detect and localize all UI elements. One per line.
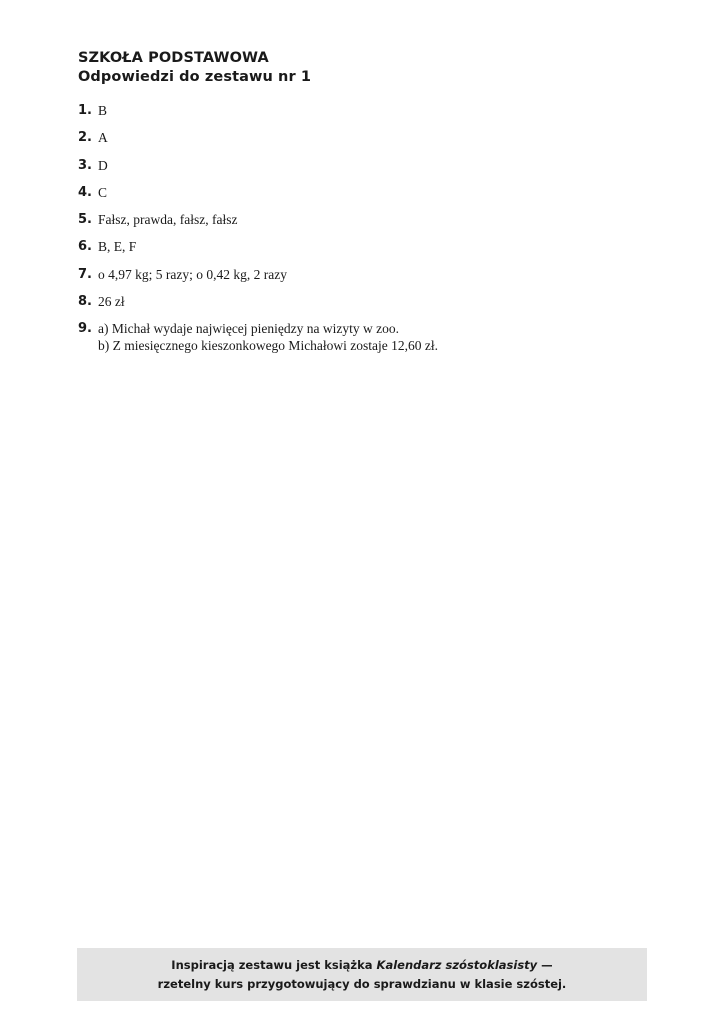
answer-part-a: a) Michał wydaje najwięcej pieniędzy na wizyty w zoo.	[98, 321, 400, 337]
page-header	[78, 49, 311, 87]
answer-number: 8.	[78, 294, 92, 310]
answer-text: C	[98, 184, 108, 200]
answer-number: 1.	[78, 103, 92, 118]
answer-text-multiline	[98, 320, 438, 354]
answer-text: D	[98, 157, 108, 173]
answer-number: 3.	[78, 157, 92, 173]
footer-line-2: rzetelny kurs przygotowujący do sprawdzianu w klasie szóstej.	[157, 977, 567, 991]
answer-part-b: b) Z miesięcznego kieszonkowego Michałowi zostaje 12,60 zł.	[98, 338, 439, 354]
answer-number: 6.	[78, 239, 92, 255]
answer-text: o 4,97 kg; 5 razy; o 0,42 kg, 2 razy	[98, 266, 287, 282]
answer-number: 7.	[78, 266, 92, 282]
footer-note	[77, 948, 647, 1001]
answer-number: 5.	[78, 212, 92, 228]
footer-line-1	[77, 958, 647, 973]
footer-dash: —	[537, 958, 553, 972]
answer-number: 2.	[78, 130, 92, 146]
answer-number: 9.	[78, 321, 92, 337]
book-title: Kalendarz szóstoklasisty	[376, 958, 538, 972]
answer-text: 26 zł	[98, 294, 125, 310]
answer-text: B	[98, 103, 108, 118]
answer-set-title: Odpowiedzi do zestawu nr 1	[78, 69, 312, 85]
answer-text: Fałsz, prawda, fałsz, fałsz	[98, 212, 238, 228]
answer-text: A	[98, 130, 108, 146]
answer-number: 4.	[78, 184, 92, 200]
footer-prefix: Inspiracją zestawu jest książka	[171, 958, 377, 972]
school-level-heading: SZKOŁA PODSTAWOWA	[78, 50, 269, 66]
answer-text: B, E, F	[98, 239, 137, 255]
